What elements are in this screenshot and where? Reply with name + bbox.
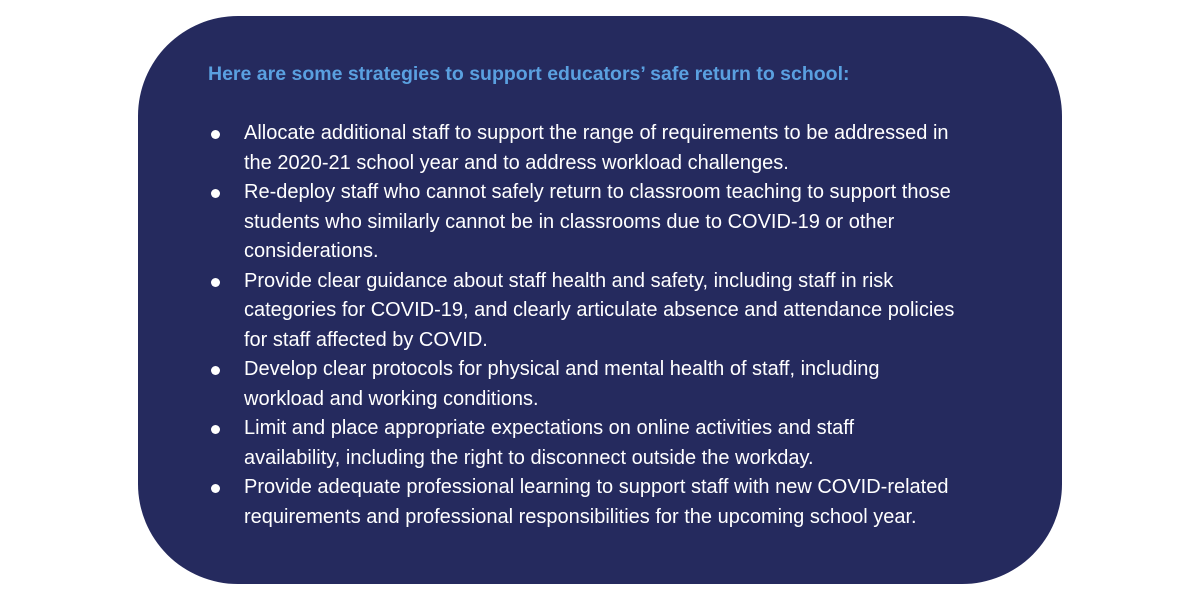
bullet-icon [211,484,220,493]
list-item-line: Allocate additional staff to support the range of requirements to be addressed in [244,122,949,144]
list-item-line: students who similarly cannot be in classrooms due to COVID-19 or other [244,210,895,233]
list-item-line: Provide adequate professional learning to support staff with new COVID-related [244,476,949,498]
list-item [208,355,1038,414]
bullet-icon [211,189,220,198]
strategy-list [208,119,1038,532]
list-item-line: considerations. [244,240,379,262]
list-item [208,119,1038,178]
bullet-icon [211,278,220,287]
bullet-icon [211,425,220,434]
list-item-line: workload and working conditions. [244,387,539,410]
list-item-line: categories for COVID-19, and clearly articulate absence and attendance policies [244,299,955,321]
list-item [208,414,1038,473]
strategies-panel [138,16,1062,584]
list-item [208,178,1038,267]
bullet-icon [211,366,220,375]
list-item [208,267,1038,356]
list-item-line: the 2020-21 school year and to address workload challenges. [244,151,789,174]
bullet-icon [211,130,220,139]
list-item-line: Develop clear protocols for physical and mental health of staff, including [244,358,880,380]
list-item-line: Re-deploy staff who cannot safely return to classroom teaching to support those [244,181,951,203]
list-item [208,473,1038,532]
list-item-line: availability, including the right to disconnect outside the workday. [244,446,814,469]
list-item-line: requirements and professional responsibilities for the upcoming school year. [244,505,917,528]
list-item-line: for staff affected by COVID. [244,328,488,351]
list-item-line: Limit and place appropriate expectations on online activities and staff [244,417,855,439]
panel-heading: Here are some strategies to support educators’ safe return to school: [208,63,850,85]
list-item-line: Provide clear guidance about staff health and safety, including staff in risk [244,269,894,292]
